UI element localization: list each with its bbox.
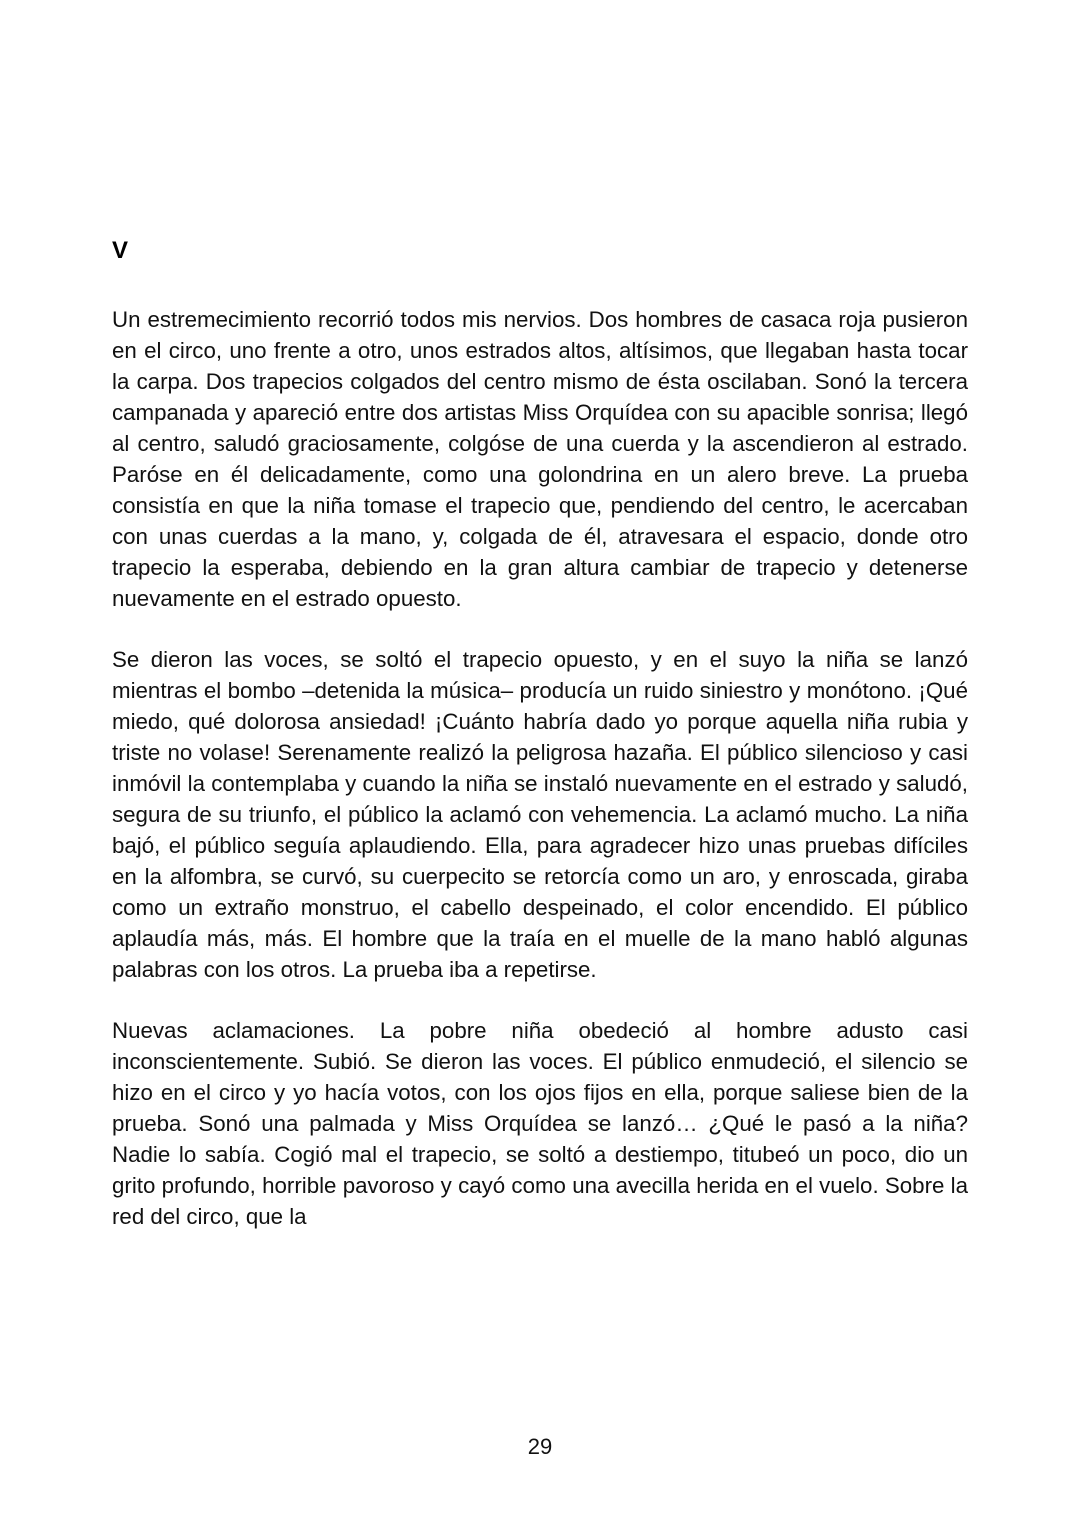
body-paragraph: Un estremecimiento recorrió todos mis nervios. Dos hombres de casaca roja pusieron en el circo, uno frente a otro, unos estrados altos, altísimos, que llegaban hasta tocar la carpa. Dos trapecios colgados del centro mismo de ésta oscilaban. Sonó la tercera campanada y apareció entre dos artistas Miss Orquídea con su apacible sonrisa; llegó al centro, saludó graciosamente, colgóse de una cuerda y la ascendieron al estrado. Paróse en él delicadamente, como una golondrina en un alero breve. La prueba consistía en que la niña tomase el trapecio que, pendiendo del centro, le acercaban con unas cuerdas a la mano, y, colgada de él, atravesara el espacio, donde otro trapecio la esperaba, debiendo en la gran altura cambiar de trapecio y detenerse nuevamente en el estrado opuesto.: [112, 307, 968, 611]
page-number: 29: [527, 1434, 553, 1459]
chapter-heading: V: [112, 237, 129, 264]
body-paragraph: Se dieron las voces, se soltó el trapecio opuesto, y en el suyo la niña se lanzó mientras el bombo –detenida la música– producía un ruido siniestro y monótono. ¡Qué miedo, qué dolorosa ansiedad! ¡Cuánto habría dado yo porque aquella niña rubia y triste no volase! Serenamente realizó la peligrosa hazaña. El público silencioso y casi inmóvil la contemplaba y cuando la niña se instaló nuevamente en el estrado y saludó, segura de su triunfo, el público la aclamó con vehemencia. La aclamó mucho. La niña bajó, el público seguía aplaudiendo. Ella, para agradecer hizo unas pruebas difíciles en la alfombra, se curvó, su cuerpecito se retorcía como un aro, y enroscada, giraba como un extraño monstruo, el cabello despeinado, el color encendido. El público aplaudía más, más. El hombre que la traía en el muelle de la mano habló algunas palabras con los otros. La prueba iba a repetirse.: [112, 647, 968, 982]
body-paragraph: Nuevas aclamaciones. La pobre niña obedeció al hombre adusto casi inconscientemente. Subió. Se dieron las voces. El público enmudeció, el silencio se hizo en el circo y yo hacía votos, con los ojos fijos en ella, porque saliese bien de la prueba. Sonó una palmada y Miss Orquídea se lanzó… ¿Qué le pasó a la niña? Nadie lo sabía. Cogió mal el trapecio, se soltó a destiempo, titubeó un poco, dio un grito profundo, horrible pavoroso y cayó como una avecilla herida en el vuelo. Sobre la red del circo, que la: [112, 1018, 968, 1229]
page-content: [112, 236, 968, 1232]
